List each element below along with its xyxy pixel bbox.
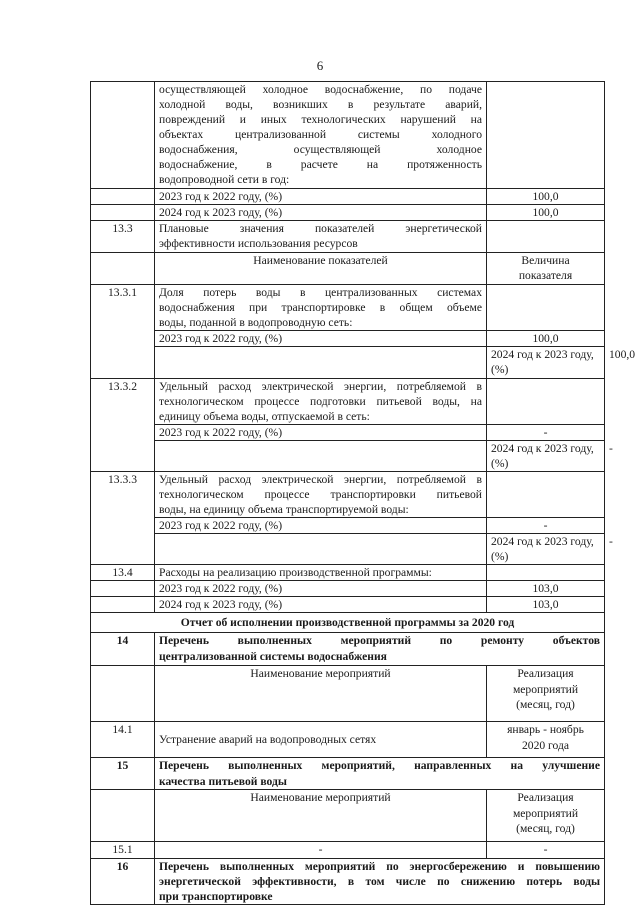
year-label: 2023 год к 2022 году, (%) [155, 189, 487, 205]
table-row [91, 189, 605, 205]
value-cell: 100,0 [487, 331, 605, 347]
column-header-name: Наименование мероприятий [155, 666, 487, 722]
table-row [91, 722, 605, 758]
year-label: 2024 год к 2023 году, (%) [487, 440, 605, 471]
value-cell: 100,0 [487, 205, 605, 221]
description-cell: Плановые значения показателей энергетической эффективности использования ресурсов [155, 221, 487, 253]
row-number: 13.3 [91, 221, 155, 253]
table-header-row [91, 253, 605, 285]
section-heading: Перечень выполненных мероприятий по ремонту объектов централизованной системы водоснабжения [155, 633, 605, 666]
table-row [91, 597, 605, 613]
description-cell: Устранение аварий на водопроводных сетях [155, 722, 487, 758]
page-number: 6 [316, 58, 324, 73]
table-row [91, 842, 605, 858]
value-cell [487, 82, 605, 189]
report-title: Отчет об исполнении производственной программы за 2020 год [91, 613, 605, 633]
table-row [91, 221, 605, 253]
year-label: 2024 год к 2023 году, (%) [155, 205, 487, 221]
table-row [91, 518, 605, 534]
table-row [91, 565, 605, 581]
table-row [91, 424, 605, 440]
description-cell: Доля потерь воды в централизованных системах водоснабжения при транспортировке в общем объеме воды, поданной в водопроводную сеть: [155, 285, 487, 331]
description-cell: - [155, 842, 487, 858]
column-header-value: Величина показателя [487, 253, 605, 285]
table-row [91, 471, 605, 517]
table-header-row [91, 790, 605, 842]
column-header-value: Реализация мероприятий (месяц, год) [487, 666, 605, 722]
value-cell: 103,0 [487, 581, 605, 597]
table-row [91, 285, 605, 331]
year-label: 2024 год к 2023 году, (%) [487, 347, 605, 378]
program-table [90, 81, 636, 905]
section-heading: Перечень выполненных мероприятий по энергосбережению и повышению энергетической эффективности, в том числе по снижению потерь воды при транспортировке [155, 858, 605, 904]
description-cell: Расходы на реализацию производственной программы: [155, 565, 487, 581]
value-cell: 103,0 [487, 597, 605, 613]
value-cell: январь - ноябрь 2020 года [487, 722, 605, 758]
row-number: 13.3.2 [91, 378, 155, 471]
year-label: 2023 год к 2022 году, (%) [155, 581, 487, 597]
row-number: 13.3.1 [91, 285, 155, 378]
table-row [91, 581, 605, 597]
value-cell: - [487, 424, 605, 440]
year-label: 2023 год к 2022 году, (%) [155, 424, 487, 440]
column-header-value: Реализация мероприятий (месяц, год) [487, 790, 605, 842]
table-row [91, 82, 605, 189]
column-header-name: Наименование показателей [155, 253, 487, 285]
table-row [91, 633, 605, 666]
value-cell: - [487, 842, 605, 858]
table-row: 2024 год к 2023 году, (%) - [91, 440, 605, 471]
table-row: 2024 год к 2023 году, (%) - [91, 534, 605, 565]
description-cell: Удельный расход электрической энергии, потребляемой в технологическом процессе подготовки питьевой воды, на единицу объема воды, отпускаемой в сеть: [155, 378, 487, 424]
table-header-row [91, 666, 605, 722]
section-title-row [91, 613, 605, 633]
table-row [91, 331, 605, 347]
table-row [91, 205, 605, 221]
table-row [91, 758, 605, 790]
number-cell [91, 82, 155, 189]
row-number: 14.1 [91, 722, 155, 758]
row-number: 13.3.3 [91, 471, 155, 564]
description-cell: осуществляющей холодное водоснабжение, по подаче холодной воды, возникших в результате аварий, повреждений и иных технологических нарушений на объектах централизованной системы холодного водоснабжения, осуществляющей холодное водоснабжение, в расчете на протяженность водопроводной сети в год: [155, 82, 487, 189]
row-number: 13.4 [91, 565, 155, 581]
table-row: 2024 год к 2023 году, (%) 100,0 [91, 347, 605, 378]
year-label: 2023 год к 2022 году, (%) [155, 518, 487, 534]
year-label: 2024 год к 2023 году, (%) [155, 597, 487, 613]
section-heading: Перечень выполненных мероприятий, направленных на улучшение качества питьевой воды [155, 758, 605, 790]
column-header-name: Наименование мероприятий [155, 790, 487, 842]
year-label: 2024 год к 2023 году, (%) [487, 534, 605, 565]
description-cell: Удельный расход электрической энергии, потребляемой в технологическом процессе транспортировки питьевой воды, на единицу объема транспортируемой воды: [155, 471, 487, 517]
value-cell: - [487, 518, 605, 534]
year-label: 2023 год к 2022 году, (%) [155, 331, 487, 347]
row-number: 15 [91, 758, 155, 790]
table-row [91, 858, 605, 904]
row-number: 14 [91, 633, 155, 666]
row-number: 15.1 [91, 842, 155, 858]
value-cell: 100,0 [487, 189, 605, 205]
row-number: 16 [91, 858, 155, 904]
table-row [91, 378, 605, 424]
